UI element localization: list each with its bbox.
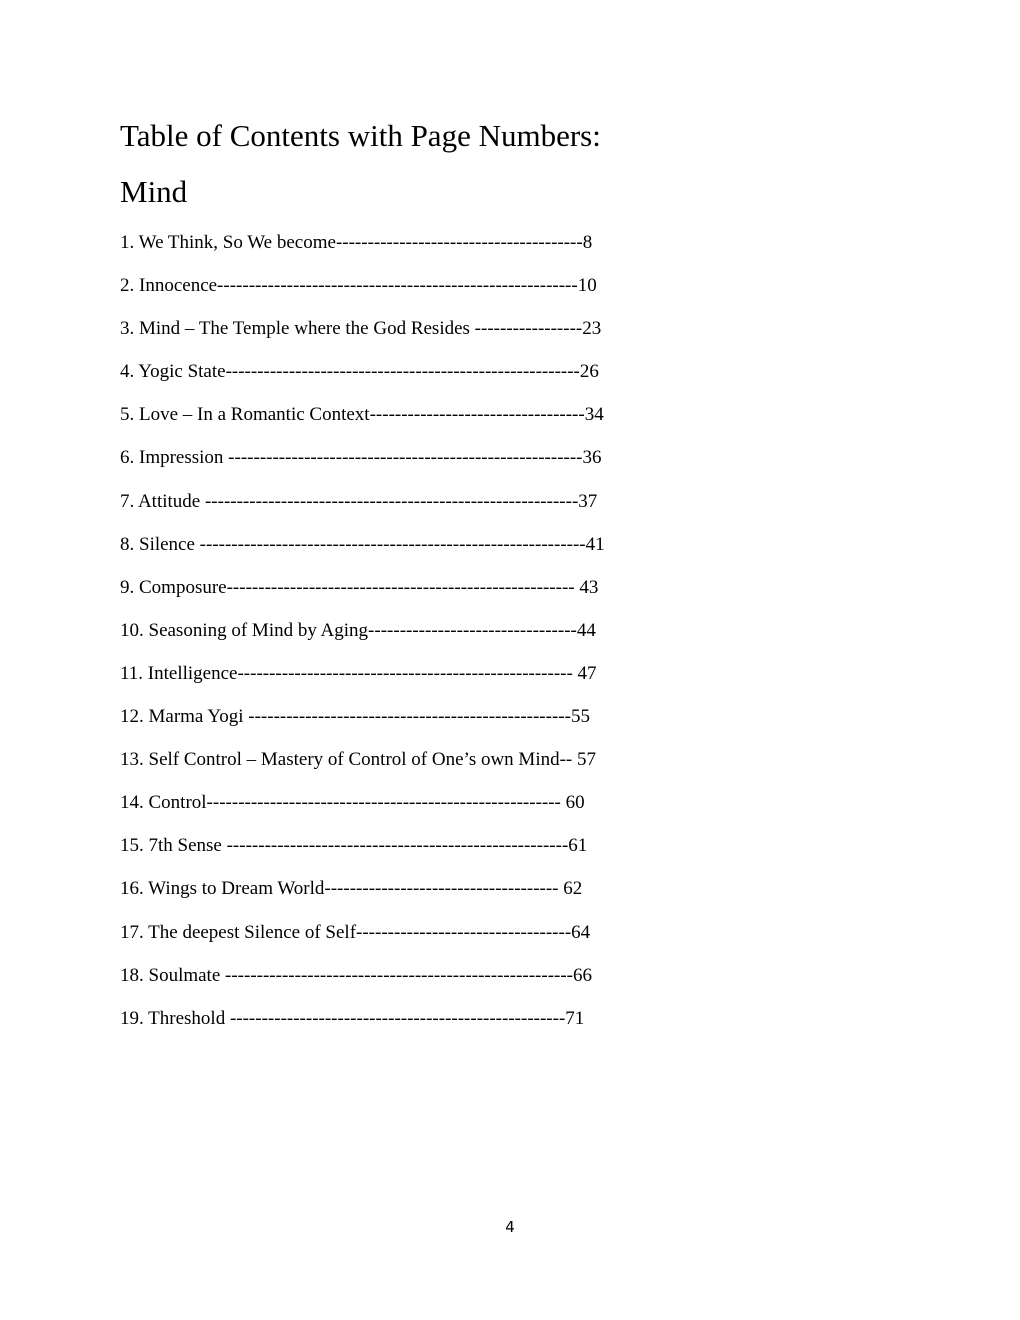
toc-entry: 12. Marma Yogi ---------------------------------------------------55 bbox=[120, 706, 590, 728]
toc-entry: 6. Impression --------------------------------------------------------36 bbox=[120, 447, 602, 469]
section-title: Mind bbox=[120, 174, 188, 209]
toc-entry: 3. Mind – The Temple where the God Resides -----------------23 bbox=[120, 318, 602, 340]
toc-entry: 14. Control-------------------------------------------------------- 60 bbox=[120, 792, 585, 814]
toc-entry: 16. Wings to Dream World------------------------------------- 62 bbox=[120, 878, 583, 900]
toc-entry: 5. Love – In a Romantic Context----------------------------------34 bbox=[120, 404, 604, 426]
toc-entry: 19. Threshold -----------------------------------------------------71 bbox=[120, 1007, 585, 1029]
toc-entry: 1. We Think, So We become---------------------------------------8 bbox=[120, 232, 593, 253]
toc-entry: 7. Attitude -----------------------------------------------------------37 bbox=[120, 490, 598, 512]
page-title: Table of Contents with Page Numbers: bbox=[120, 118, 601, 153]
toc-entry: 17. The deepest Silence of Self----------------------------------64 bbox=[120, 921, 591, 943]
toc-entry: 15. 7th Sense ------------------------------------------------------61 bbox=[120, 835, 588, 857]
toc-entry: 2. Innocence---------------------------------------------------------10 bbox=[120, 275, 597, 297]
toc-entry: 13. Self Control – Mastery of Control of One’s own Mind-- 57 bbox=[120, 749, 597, 771]
toc-entry: 4. Yogic State--------------------------------------------------------26 bbox=[120, 361, 599, 383]
toc-entry: 11. Intelligence----------------------------------------------------- 47 bbox=[120, 662, 597, 684]
table-of-contents bbox=[120, 231, 605, 1050]
toc-entry: 9. Composure------------------------------------------------------- 43 bbox=[120, 576, 599, 598]
toc-entry: 10. Seasoning of Mind by Aging---------------------------------44 bbox=[120, 619, 596, 641]
toc-entry: 8. Silence -------------------------------------------------------------41 bbox=[120, 533, 605, 555]
page-number: 4 bbox=[505, 1218, 515, 1236]
toc-entry: 18. Soulmate -------------------------------------------------------66 bbox=[120, 964, 593, 986]
